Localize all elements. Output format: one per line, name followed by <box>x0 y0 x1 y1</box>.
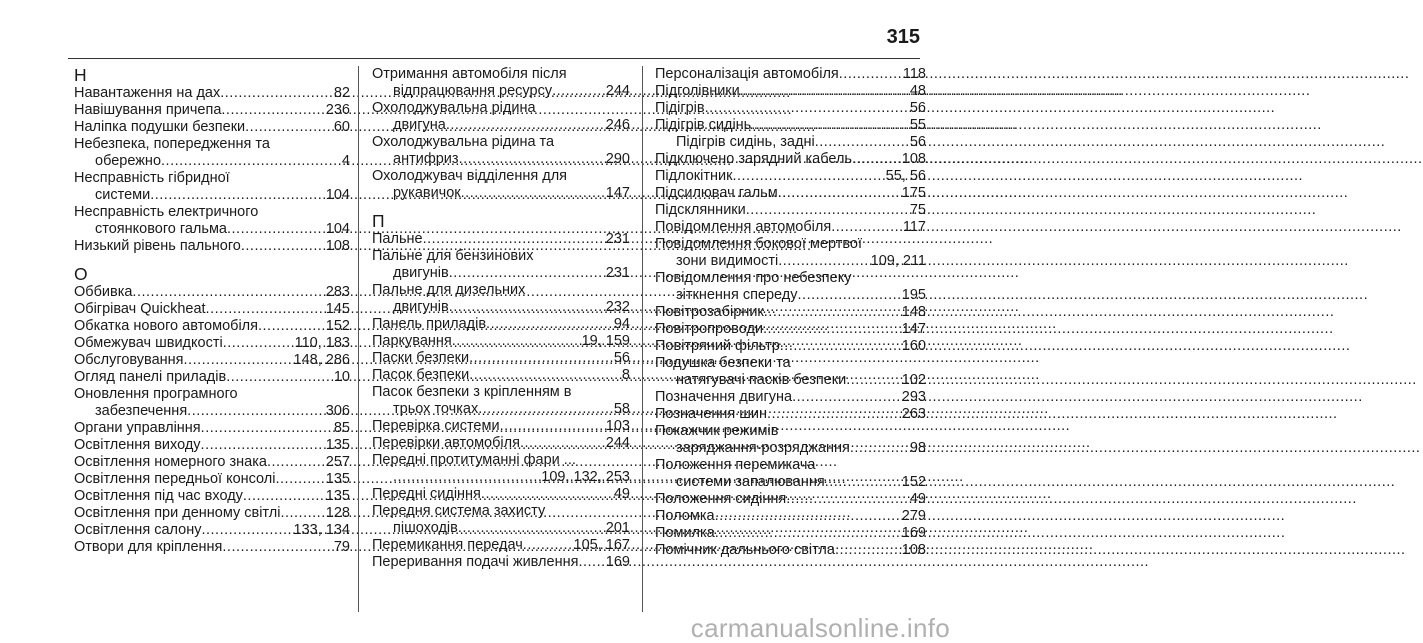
page-reference[interactable]: 103 <box>605 418 630 434</box>
page-reference[interactable]: 58 <box>613 401 630 417</box>
index-entry <box>655 542 926 559</box>
page-reference[interactable]: 175 <box>901 185 926 201</box>
index-entry-first-line: Небезпека, попередження та <box>74 136 270 152</box>
index-term: забезпечення <box>95 403 188 419</box>
index-columns <box>74 66 926 612</box>
index-entry <box>372 66 630 100</box>
index-term: Підігрів сидінь, задні <box>676 134 815 150</box>
index-term: двигунів <box>393 265 449 281</box>
leader-dots <box>459 151 605 168</box>
index-entry <box>74 318 350 335</box>
page-reference[interactable]: 108 <box>901 151 926 167</box>
index-entry-first-line: Несправність електричного <box>74 204 259 220</box>
page-reference[interactable]: 85 <box>333 420 350 436</box>
page-reference[interactable]: 104 <box>325 221 350 237</box>
index-term: відпрацювання ресурсу <box>393 83 553 99</box>
index-term: системи <box>95 187 151 203</box>
page-reference[interactable]: 109, 211 <box>870 253 926 269</box>
leader-dots <box>846 372 901 389</box>
index-entry <box>74 505 350 522</box>
leader-dots <box>221 102 324 119</box>
index-term: Оббивка <box>74 284 133 300</box>
index-term: двигунів <box>393 299 449 315</box>
page-reference[interactable]: 108 <box>325 238 350 254</box>
leader-dots <box>132 284 324 301</box>
leader-dots <box>227 221 325 238</box>
page-reference[interactable]: 4 <box>341 153 350 169</box>
index-entry <box>655 304 926 321</box>
index-term: Повідомлення автомобіля <box>655 219 832 235</box>
index-entry <box>655 83 926 100</box>
index-term: Повітрозабірник <box>655 304 764 320</box>
index-entry <box>372 248 630 282</box>
page-reference[interactable]: 306 <box>325 403 350 419</box>
index-term: Поломка <box>655 508 715 524</box>
index-entry-first-line: Оновлення програмного <box>74 386 238 402</box>
page-reference[interactable]: 231 <box>605 265 630 281</box>
index-entry <box>655 423 926 457</box>
index-entry-first-line: Подушка безпеки та <box>655 355 791 371</box>
index-entry <box>372 435 630 452</box>
page-reference[interactable]: 244 <box>605 83 630 99</box>
index-term: трьох точках <box>393 401 479 417</box>
leader-dots <box>449 299 605 316</box>
index-term: системи запалювання <box>676 474 825 490</box>
index-entry <box>372 486 630 503</box>
page-reference[interactable]: 148, 286 <box>293 352 350 368</box>
index-term: Навішування причепа <box>74 102 222 118</box>
page-reference[interactable]: 169 <box>605 554 630 570</box>
index-entry <box>372 452 630 486</box>
leader-dots <box>780 338 901 355</box>
leader-dots <box>481 486 613 503</box>
leader-dots <box>520 435 605 452</box>
index-entry <box>74 369 350 386</box>
index-term: Освітлення передньої консолі <box>74 471 276 487</box>
index-term: рукавичок <box>393 185 461 201</box>
leader-dots <box>478 401 613 418</box>
index-entry <box>74 539 350 556</box>
index-entry <box>372 231 630 248</box>
leader-dots <box>831 219 902 236</box>
index-entry <box>74 102 350 119</box>
index-entry <box>74 488 350 505</box>
leader-dots <box>746 202 909 219</box>
index-entry <box>655 236 926 270</box>
index-entry <box>74 522 350 539</box>
index-entry-first-line: Повідомлення бокової мертвої <box>655 236 862 252</box>
index-entry-first-line: Охолоджувальна рідина <box>372 100 536 116</box>
page-reference[interactable]: 152 <box>901 474 926 490</box>
index-term: Панель приладів <box>372 316 487 332</box>
index-entry-first-line: Передня система захисту <box>372 503 546 519</box>
index-term: Повітряний фільтр <box>655 338 780 354</box>
page-reference[interactable]: 290 <box>605 151 630 167</box>
leader-dots <box>201 522 292 539</box>
watermark-text: carmanualsonline.info <box>690 613 950 643</box>
index-term: Обігрівач Quickheat <box>74 301 206 317</box>
section-letter: О <box>74 264 88 284</box>
index-term: Наліпка подушки безпеки <box>74 119 246 135</box>
page-reference[interactable]: 48 <box>909 83 926 99</box>
index-entry <box>655 117 926 134</box>
page-reference[interactable]: 82 <box>333 85 350 101</box>
index-entry-first-line: Охолоджувач відділення для <box>372 168 568 184</box>
leader-dots <box>792 389 901 406</box>
index-entry <box>74 204 350 238</box>
index-term: Переривання подачі живлення <box>372 554 579 570</box>
page-reference[interactable]: 56 <box>909 134 926 150</box>
index-term: Підключено зарядний кабель <box>655 151 852 167</box>
leader-dots <box>740 83 909 100</box>
page-reference[interactable]: 94 <box>613 316 630 332</box>
leader-dots <box>778 253 869 270</box>
leader-dots <box>825 474 901 491</box>
index-term: заряджання-розряджання <box>676 440 850 456</box>
index-term: Положення сидіння <box>655 491 787 507</box>
index-entry-first-line: Передні протитуманні фари ... <box>372 452 576 468</box>
leader-dots <box>469 350 613 367</box>
page-reference[interactable]: 152 <box>325 318 350 334</box>
index-entry <box>74 386 350 420</box>
index-column-3 <box>642 66 926 612</box>
page-reference[interactable]: 135 <box>325 471 350 487</box>
page-reference[interactable]: 244 <box>605 435 630 451</box>
index-term: Отвори для кріплення <box>74 539 223 555</box>
index-entry <box>372 537 630 554</box>
index-entry <box>74 471 350 488</box>
index-entry <box>655 491 926 508</box>
index-entry <box>655 270 926 304</box>
index-entry <box>655 338 926 355</box>
index-entry-first-line: Покажчик режимів <box>655 423 779 439</box>
page-reference[interactable]: 147 <box>605 185 630 201</box>
index-entry <box>372 333 630 350</box>
index-term: зіткнення спереду <box>676 287 798 303</box>
page-reference[interactable]: 231 <box>605 231 630 247</box>
page-reference[interactable]: 10 <box>333 369 350 385</box>
leader-dots <box>243 488 325 505</box>
page-reference[interactable]: 135 <box>325 488 350 504</box>
page-reference[interactable]: 128 <box>325 505 350 521</box>
leader-dots <box>763 321 901 338</box>
page-reference[interactable]: 148 <box>901 304 926 320</box>
index-entry-first-line: Положення перемикача <box>655 457 816 473</box>
index-term: Огляд панелі приладів <box>74 369 227 385</box>
leader-dots <box>267 454 325 471</box>
index-term: Паркування <box>372 333 452 349</box>
index-term: стоянкового гальма <box>95 221 227 237</box>
index-entry-first-line: Пасок безпеки з кріпленням в <box>372 384 572 400</box>
index-term: антифриз <box>393 151 459 167</box>
leader-dots <box>184 352 293 369</box>
index-entry <box>655 66 926 83</box>
page-reference[interactable]: 293 <box>901 389 926 405</box>
page-reference[interactable]: 283 <box>325 284 350 300</box>
page-reference[interactable]: 236 <box>325 102 350 118</box>
page-reference[interactable]: 118 <box>902 66 926 82</box>
leader-dots <box>423 231 605 248</box>
page-reference[interactable]: 19, 159 <box>581 333 630 349</box>
leader-dots <box>280 505 324 522</box>
index-entry <box>372 367 630 384</box>
index-entry <box>372 503 630 537</box>
page-reference[interactable]: 79 <box>333 539 350 555</box>
leader-dots <box>241 238 325 255</box>
index-entry <box>74 170 350 204</box>
leader-dots <box>552 83 605 100</box>
index-entry <box>74 238 350 255</box>
leader-dots <box>705 100 909 117</box>
index-entry <box>372 316 630 333</box>
index-entry <box>655 406 926 423</box>
index-entry <box>372 100 630 134</box>
page-reference[interactable]: 160 <box>901 338 926 354</box>
index-entry-first-line: Пальне для бензинових <box>372 248 534 264</box>
leader-dots <box>201 420 333 437</box>
index-term: Освітлення виходу <box>74 437 201 453</box>
index-term: Освітлення салону <box>74 522 202 538</box>
page-reference[interactable]: 60 <box>333 119 350 135</box>
index-entry-first-line: Повідомлення про небезпеку <box>655 270 852 286</box>
leader-dots <box>732 168 884 185</box>
leader-dots <box>715 525 901 542</box>
index-entry <box>372 384 630 418</box>
leader-dots <box>852 151 901 168</box>
index-term: натягувачі пасків безпеки <box>676 372 847 388</box>
index-entry <box>74 420 350 437</box>
leader-dots <box>764 304 901 321</box>
index-entry-first-line: Отримання автомобіля після <box>372 66 567 82</box>
leader-dots <box>226 369 333 386</box>
leader-dots <box>798 287 901 304</box>
index-column-2 <box>358 66 642 612</box>
index-entry <box>74 301 350 318</box>
index-entry <box>655 508 926 525</box>
page-reference[interactable]: 246 <box>605 117 630 133</box>
index-entry <box>74 352 350 369</box>
index-entry <box>74 119 350 136</box>
index-term: Обкатка нового автомобіля <box>74 318 258 334</box>
index-term: Підлокітник <box>655 168 733 184</box>
index-entry <box>74 437 350 454</box>
page-reference[interactable]: 56 <box>909 100 926 116</box>
index-entry <box>655 100 926 117</box>
index-term: Підсилювач гальм <box>655 185 778 201</box>
index-term: Підголівники <box>655 83 740 99</box>
index-term: Помилка <box>655 525 715 541</box>
leader-dots <box>161 153 341 170</box>
index-term: Персоналізація автомобіля <box>655 66 839 82</box>
index-entry <box>655 355 926 389</box>
page-reference[interactable]: 105, 167 <box>573 537 630 553</box>
index-term: Перемикання передач <box>372 537 523 553</box>
index-entry <box>74 284 350 301</box>
index-column-1 <box>74 66 358 612</box>
index-entry <box>372 418 630 435</box>
page-reference[interactable]: 145 <box>325 301 350 317</box>
watermark <box>0 614 960 642</box>
index-entry <box>372 554 630 571</box>
page-reference[interactable]: 49 <box>909 491 926 507</box>
index-entry <box>372 168 630 202</box>
index-term: Перевірка системи <box>372 418 500 434</box>
leader-dots <box>839 66 902 83</box>
index-entry <box>655 134 926 151</box>
index-entry <box>372 350 630 367</box>
leader-dots <box>220 85 333 102</box>
page-reference[interactable]: 135 <box>325 437 350 453</box>
page-reference[interactable]: 147 <box>901 321 926 337</box>
index-term: Пасок безпеки <box>372 367 470 383</box>
leader-dots <box>245 119 333 136</box>
page-reference[interactable]: 55 <box>909 117 926 133</box>
leader-dots <box>201 437 325 454</box>
header-rule <box>68 58 920 59</box>
page-reference[interactable]: 117 <box>902 219 926 235</box>
index-term: Позначення шин <box>655 406 767 422</box>
leader-dots <box>222 539 332 556</box>
index-term: Позначення двигуна <box>655 389 793 405</box>
index-term: Освітлення під час входу <box>74 488 243 504</box>
index-entry <box>74 136 350 170</box>
leader-dots <box>449 265 605 282</box>
index-entry <box>655 185 926 202</box>
leader-dots <box>486 316 613 333</box>
index-term: Повітропроводи <box>655 321 764 337</box>
index-entry <box>74 454 350 471</box>
page-reference[interactable]: 8 <box>621 367 630 383</box>
index-term: Низький рівень пального <box>74 238 241 254</box>
leader-dots <box>578 554 604 571</box>
index-term: Паски безпеки <box>372 350 470 366</box>
leader-dots <box>206 301 325 318</box>
page-reference[interactable]: 109, 132, 253 <box>541 469 630 485</box>
leader-dots <box>815 134 909 151</box>
section-letter: Н <box>74 65 87 85</box>
page-reference[interactable]: 104 <box>325 187 350 203</box>
index-term: Підігрів <box>655 100 705 116</box>
leader-dots <box>786 491 909 508</box>
leader-dots <box>500 418 605 435</box>
page-reference[interactable]: 257 <box>325 454 350 470</box>
page-reference[interactable]: 110, 183 <box>294 335 350 351</box>
page-reference[interactable]: 133, 134 <box>293 522 350 538</box>
index-entry <box>372 134 630 168</box>
leader-dots <box>850 440 909 457</box>
leader-dots <box>469 367 621 384</box>
index-term: Пальне <box>372 231 423 247</box>
leader-dots <box>187 403 325 420</box>
index-term: Підігрів сидінь <box>655 117 752 133</box>
leader-dots <box>223 335 294 352</box>
index-term: Підсклянники <box>655 202 746 218</box>
index-entry <box>655 321 926 338</box>
leader-dots <box>715 508 901 525</box>
leader-dots <box>458 520 605 537</box>
page-reference[interactable]: 263 <box>901 406 926 422</box>
index-entry <box>655 168 926 185</box>
index-entry <box>655 457 926 491</box>
page-reference[interactable]: 75 <box>909 202 926 218</box>
page-reference[interactable]: 201 <box>605 520 630 536</box>
index-term: зони видимості <box>676 253 779 269</box>
index-term: двигуна <box>393 117 446 133</box>
page-reference[interactable]: 195 <box>901 287 926 303</box>
page-reference[interactable]: 49 <box>613 486 630 502</box>
leader-dots <box>523 537 573 554</box>
index-term: Освітлення при денному світлі <box>74 505 281 521</box>
section-letter: П <box>372 211 385 231</box>
index-entry <box>655 525 926 542</box>
leader-dots <box>751 117 909 134</box>
leader-dots <box>276 471 325 488</box>
index-entry-first-line: Пальне для дизельних <box>372 282 526 298</box>
index-term: Передні сидіння <box>372 486 481 502</box>
index-entry-first-line: Несправність гібридної <box>74 170 230 186</box>
index-term: Помічник дальнього світла <box>655 542 835 558</box>
index-entry <box>74 335 350 352</box>
page-reference[interactable]: 55, 56 <box>885 168 926 184</box>
index-entry-first-line: Охолоджувальна рідина та <box>372 134 555 150</box>
index-term: Обслуговування <box>74 352 184 368</box>
index-entry <box>655 202 926 219</box>
leader-dots <box>461 185 605 202</box>
page-reference[interactable]: 232 <box>605 299 630 315</box>
index-entry <box>655 389 926 406</box>
index-entry <box>655 151 926 168</box>
leader-dots <box>767 406 901 423</box>
page-reference[interactable]: 169 <box>901 525 926 541</box>
leader-dots <box>835 542 901 559</box>
index-term: Навантаження на дах <box>74 85 221 101</box>
index-term: Перевірки автомобіля <box>372 435 520 451</box>
leader-dots <box>452 333 581 350</box>
leader-dots <box>393 469 540 486</box>
page-reference[interactable]: 279 <box>901 508 926 524</box>
page-reference[interactable]: 98 <box>909 440 926 456</box>
index-term: Освітлення номерного знака <box>74 454 267 470</box>
leader-dots <box>150 187 325 204</box>
index-term: пішоходів <box>393 520 458 536</box>
index-entry <box>74 85 350 102</box>
page-reference[interactable]: 56 <box>613 350 630 366</box>
page-reference[interactable]: 108 <box>901 542 926 558</box>
leader-dots <box>778 185 901 202</box>
index-entry <box>655 219 926 236</box>
page-number: 315 <box>886 26 920 48</box>
index-term: Обмежувач швидкості <box>74 335 223 351</box>
index-term: Органи управління <box>74 420 201 436</box>
index-entry <box>372 282 630 316</box>
leader-dots <box>258 318 325 335</box>
index-term: обережно <box>95 153 162 169</box>
page-reference[interactable]: 102 <box>901 372 926 388</box>
leader-dots <box>446 117 605 134</box>
